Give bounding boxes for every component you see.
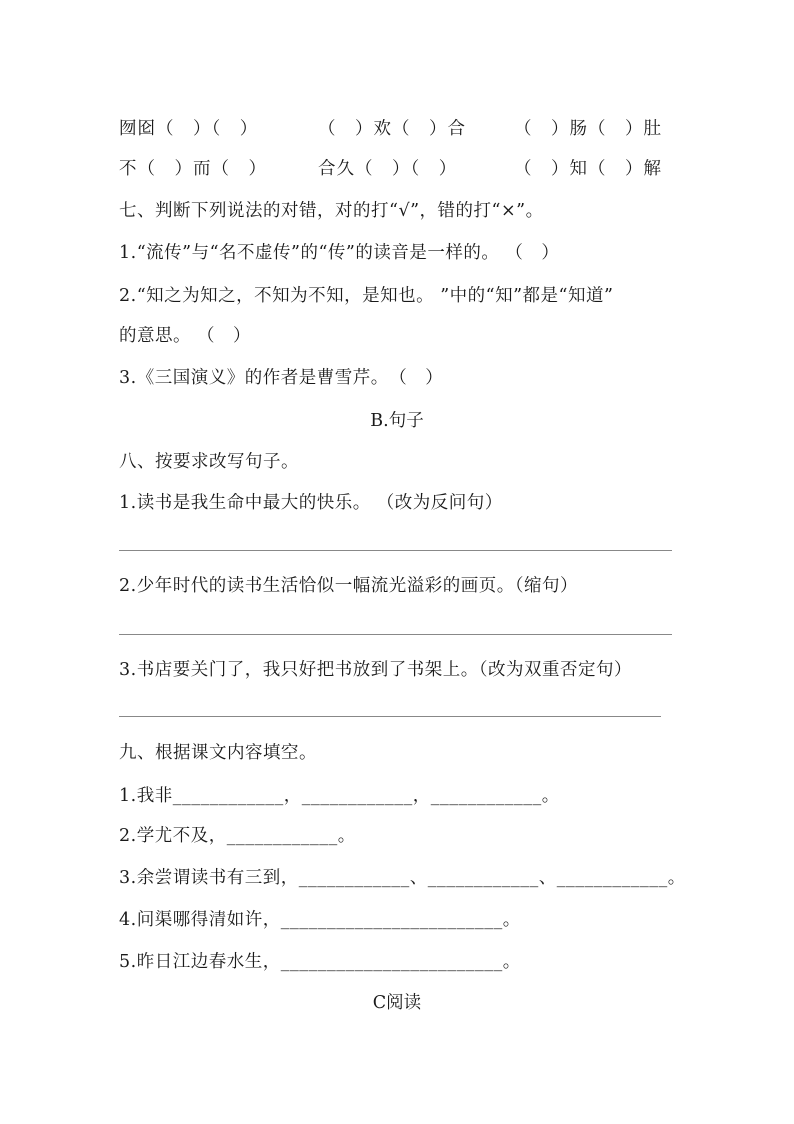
rewrite-item-2: 2.少年时代的读书生活恰似一幅流光溢彩的画页。（缩句） bbox=[119, 576, 578, 596]
rewrite-item-3: 3.书店要关门了，我只好把书放到了书架上。（改为双重否定句） bbox=[119, 660, 632, 680]
judge-item-3[interactable]: 3.《三国演义》的作者是曹雪芹。 （ ） bbox=[119, 368, 444, 388]
section-8-heading: 八、按要求改写句子。 bbox=[119, 452, 299, 472]
idiom-blank-2[interactable]: （ ）欢（ ）合 bbox=[318, 119, 466, 139]
idiom-blank-1[interactable]: 囫囵（ ）（ ） bbox=[119, 119, 259, 139]
fill-item-3[interactable]: 3.余尝谓读书有三到，____________、____________、____________。 bbox=[119, 868, 686, 888]
section-7-heading: 七、判断下列说法的对错，对的打“√”，错的打“×”。 bbox=[119, 201, 544, 221]
rewrite-item-1: 1.读书是我生命中最大的快乐。 （改为反问句） bbox=[119, 493, 503, 513]
fill-item-1[interactable]: 1.我非____________，____________，____________。 bbox=[119, 786, 560, 806]
fill-item-2[interactable]: 2.学尤不及，____________。 bbox=[119, 826, 356, 846]
idiom-blank-6[interactable]: （ ）知（ ）解 bbox=[514, 159, 662, 179]
judge-item-1[interactable]: 1.“流传”与“名不虚传”的“传”的读音是一样的。 （ ） bbox=[119, 243, 560, 263]
idiom-blank-3[interactable]: （ ）肠（ ）肚 bbox=[514, 119, 662, 139]
answer-line-2[interactable] bbox=[119, 634, 672, 635]
section-9-heading: 九、根据课文内容填空。 bbox=[119, 743, 317, 763]
fill-item-5[interactable]: 5.昨日江边春水生，________________________。 bbox=[119, 952, 521, 972]
answer-line-3[interactable] bbox=[119, 716, 661, 717]
part-b-title: B.句子 bbox=[370, 411, 424, 431]
idiom-blank-4[interactable]: 不（ ）而（ ） bbox=[119, 159, 267, 179]
judge-item-2-cont[interactable]: 的意思。 （ ） bbox=[119, 326, 252, 346]
idiom-blank-5[interactable]: 合久（ ）（ ） bbox=[318, 159, 458, 179]
fill-item-4[interactable]: 4.问渠哪得清如许，________________________。 bbox=[119, 910, 521, 930]
part-c-title: C阅读 bbox=[372, 993, 422, 1013]
judge-item-2[interactable]: 2.“知之为知之，不知为不知，是知也。 ”中的“知”都是“知道” bbox=[119, 286, 614, 306]
answer-line-1[interactable] bbox=[119, 550, 672, 551]
